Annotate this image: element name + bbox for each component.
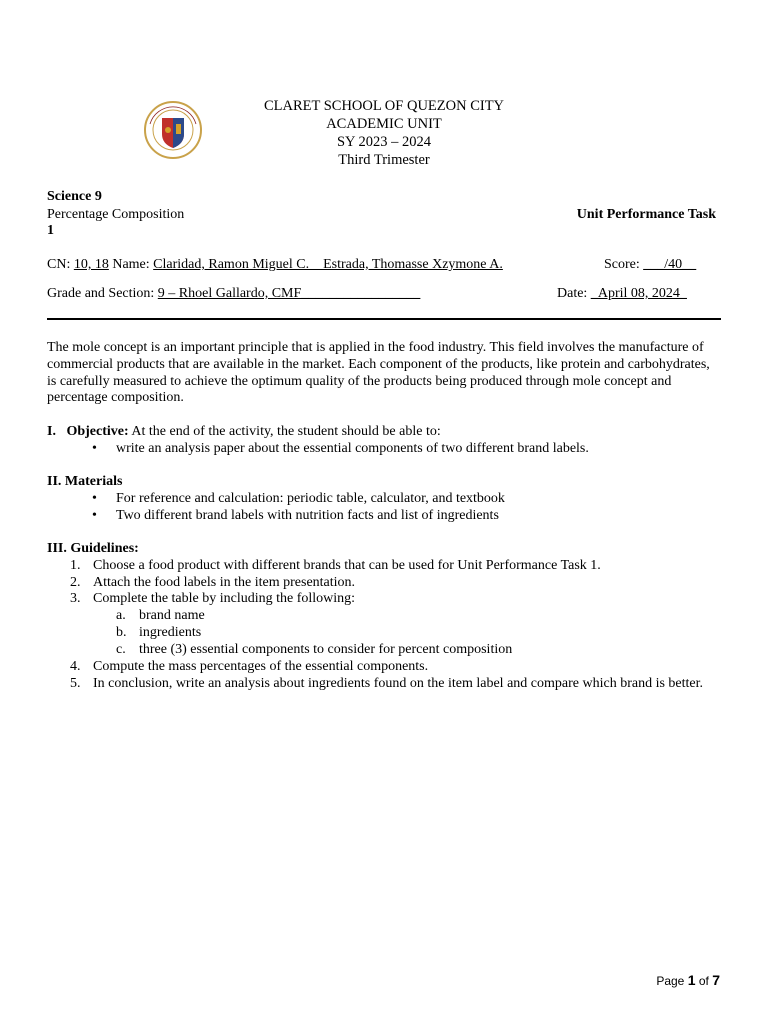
objective-heading: [47, 424, 441, 441]
bullet-icon: •: [92, 508, 97, 523]
date-line: [557, 286, 687, 302]
objective-label: Objective:: [66, 424, 129, 439]
name-label: Name:: [112, 257, 150, 272]
materials-item: • For reference and calculation: periodic table, calculator, and textbook: [92, 491, 505, 506]
materials-item: • Two different brand labels with nutrition facts and list of ingredients: [92, 508, 499, 523]
page-number: Page 1 of 7: [656, 972, 720, 988]
date-value: _April 08, 2024_: [590, 286, 687, 301]
topic: Percentage Composition: [47, 207, 185, 222]
grade-label: Grade and Section:: [47, 286, 155, 301]
objective-text: At the end of the activity, the student should be able to:: [131, 424, 441, 439]
cn-label: CN:: [47, 257, 71, 272]
score-label: Score:: [604, 257, 640, 272]
guideline-item: 4. Compute the mass percentages of the essential components.: [70, 659, 429, 674]
task-title: Unit Performance Task: [576, 207, 716, 222]
bullet-icon: •: [92, 441, 97, 456]
score-line: [604, 257, 696, 273]
academic-unit: ACADEMIC UNIT: [326, 116, 442, 132]
intro-paragraph: The mole concept is an important principle that is applied in the food industry. This field involves the manufacture of commercial products that are available in the market. Each component of the products, like protein and carbohydrates, is carefully measured to achieve the optimum quality of the products being produced through mole concept and percentage composition.: [47, 340, 710, 406]
guideline-subitem: c. three (3) essential components to consider for percent composition: [116, 642, 513, 657]
score-value: ___/40__: [643, 257, 697, 272]
grade-value: 9 – Rhoel Gallardo, CMF_________________: [157, 286, 421, 301]
guideline-item: 3. Complete the table by including the following:: [70, 591, 356, 606]
school-year: SY 2023 – 2024: [336, 134, 432, 150]
guideline-subitem: a. brand name: [116, 608, 205, 623]
guideline-item: 2. Attach the food labels in the item presentation.: [70, 575, 356, 590]
name-value: Claridad, Ramon Miguel C. Estrada, Thomasse Xzymone A.: [153, 257, 503, 272]
grade-line: [47, 286, 420, 302]
cn-value: 10, 18: [73, 257, 109, 272]
materials-heading: II. Materials: [47, 474, 123, 489]
guideline-item: 1. Choose a food product with different brands that can be used for Unit Performance Task 1.: [70, 558, 601, 573]
objective-numeral: I.: [47, 424, 56, 439]
document-header: [0, 97, 768, 169]
cn-name-line: [47, 257, 503, 273]
header-divider: [47, 318, 721, 320]
guidelines-heading: III. Guidelines:: [47, 541, 139, 556]
school-name: CLARET SCHOOL OF QUEZON CITY: [263, 98, 505, 114]
date-label: Date:: [557, 286, 588, 301]
subject: Science 9: [47, 189, 102, 204]
bullet-icon: •: [92, 491, 97, 506]
guideline-item: 5. In conclusion, write an analysis about ingredients found on the item label and compare which brand is better.: [70, 676, 703, 691]
objective-item: • write an analysis paper about the essential components of two different brand labels.: [92, 441, 589, 456]
task-number: 1: [47, 223, 54, 238]
term: Third Trimester: [338, 152, 430, 168]
guideline-subitem: b. ingredients: [116, 625, 202, 640]
